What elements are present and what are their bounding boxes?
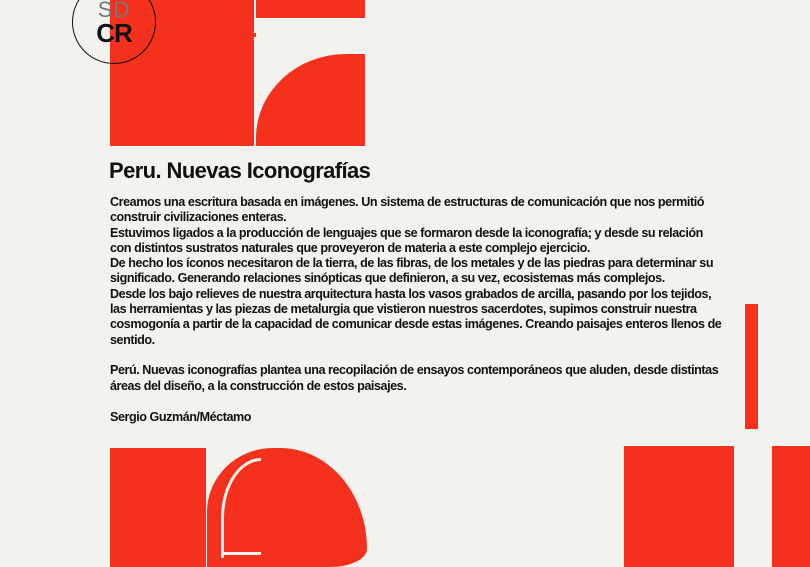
paragraph-3: De hecho los íconos necesitaron de la tierra, de las fibras, de los metales y de las piedras para determinar su significado. Generando relaciones sinópticas que definieron, a su vez, ecosistemas más complejos. [110,256,714,286]
glyph-bottom-right-curve [256,54,365,146]
glyph-right-edge-bar [772,446,810,567]
logo-bottom-text: CR [96,18,132,48]
glyph-bottom-slit [221,552,261,555]
logo-top-text: SD [97,0,131,22]
signature: Sergio Guzmán/Méctamo [110,409,252,424]
paragraph-2: Estuvimos ligados a la producción de lenguajes que se formaron desde la iconografía; y desde su relación con distintos sustratos naturales que proveyeron de materia a este complejo ejercicio. [110,225,703,255]
paragraph-4: Desde los bajo relieves de nuestra arquitectura hasta los vasos grabados de arcilla, pasando por los tejidos, las herramientas y las piezas de metalurgia que vistieron nuestros sacerdotes, supimos construir nuestra cosmogonía a partir de la capacidad de comunicar desde estas imágenes. Creando paisajes enteros llenos de sentido. [110,286,722,347]
page-title: Peru. Nuevas Iconografías [109,158,371,183]
glyph-top-right-block [256,0,365,18]
paragraph-1: Creamos una escritura basada en imágenes. Un sistema de estructuras de comunicación que nos permitió construir civilizaciones enteras. [110,195,704,225]
glyph-middle-stroke [224,33,256,37]
glyph-right-thin-bar [745,304,758,429]
bottom-glyph-graphic [110,448,367,567]
paragraph-5: Perú. Nuevas iconografías plantea una recopilación de ensayos contemporáneos que aluden, desde distintas áreas del diseño, a la construcción de estos paisajes. [110,363,719,393]
right-glyph-graphic [623,304,810,567]
glyph-bottom-left-bar [110,448,206,567]
glyph-right-large-block [624,446,734,567]
